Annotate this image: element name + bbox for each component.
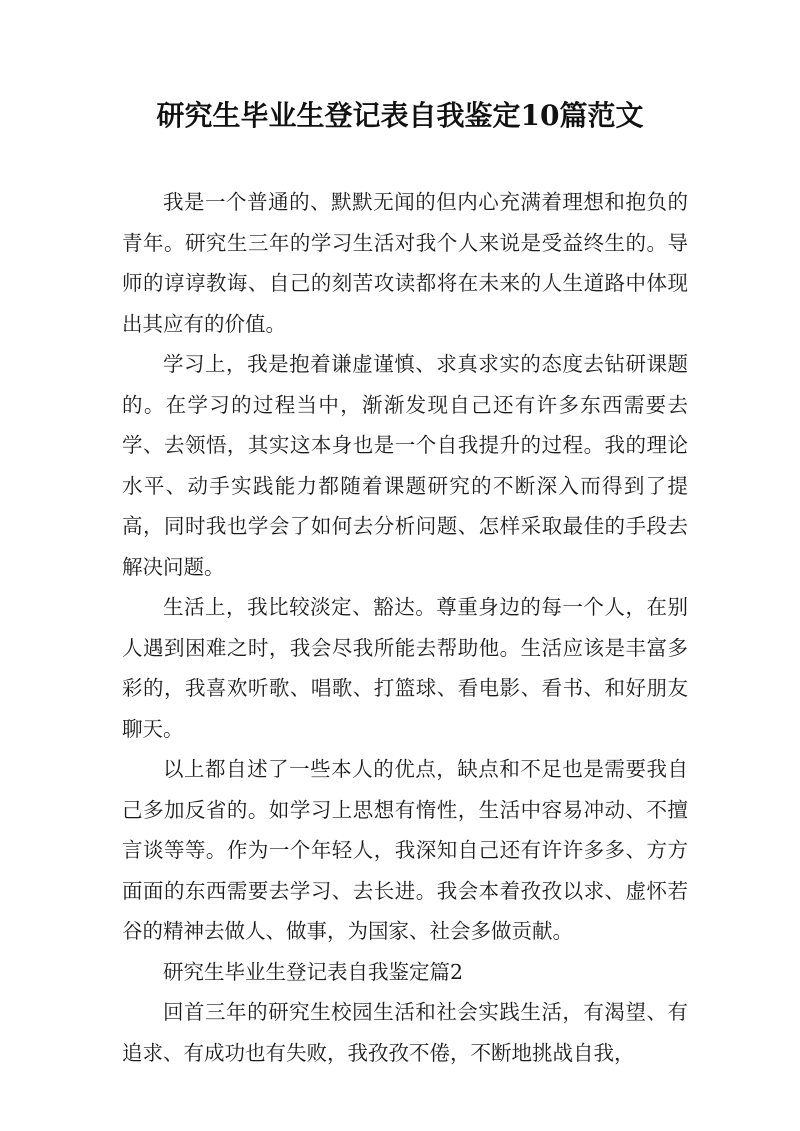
paragraph-section-2: 回首三年的研究生校园生活和社会实践生活，有渴望、有追求、有成功也有失败，我孜孜不倦，不断地挑战自我， (122, 1000, 688, 1065)
section-heading: 研究生毕业生登记表自我鉴定篇2 (163, 959, 464, 984)
paragraph-life: 生活上，我比较淡定、豁达。尊重身边的每一个人，在别人遇到困难之时，我会尽我所能去帮助他。生活应该是丰富多彩的，我喜欢听歌、唱歌、打篮球、看电影、看书、和好朋友聊天。 (122, 595, 688, 741)
document-title: 研究生毕业生登记表自我鉴定10篇范文 (156, 99, 644, 132)
paragraph-study: 学习上，我是抱着谦虚谨慎、求真求实的态度去钻研课题的。在学习的过程当中，渐渐发现自己还有许多东西需要去学、去领悟，其实这本身也是一个自我提升的过程。我的理论水平、动手实践能力都随着课题研究的不断深入而得到了提高，同时我也学会了如何去分析问题、怎样采取最佳的手段去解决问题。 (122, 352, 688, 579)
paragraph-intro: 我是一个普通的、默默无闻的但内心充满着理想和抱负的青年。研究生三年的学习生活对我个人来说是受益终生的。导师的谆谆教诲、自己的刻苦攻读都将在未来的人生道路中体现出其应有的价值。 (122, 190, 688, 336)
document-body (122, 182, 688, 1073)
paragraph-summary: 以上都自述了一些本人的优点，缺点和不足也是需要我自己多加反省的。如学习上思想有惰性，生活中容易冲动、不擅言谈等等。作为一个年轻人，我深知自己还有许许多多、方方面面的东西需要去学习、去长进。我会本着孜孜以求、虚怀若谷的精神去做人、做事，为国家、社会多做贡献。 (122, 757, 688, 943)
